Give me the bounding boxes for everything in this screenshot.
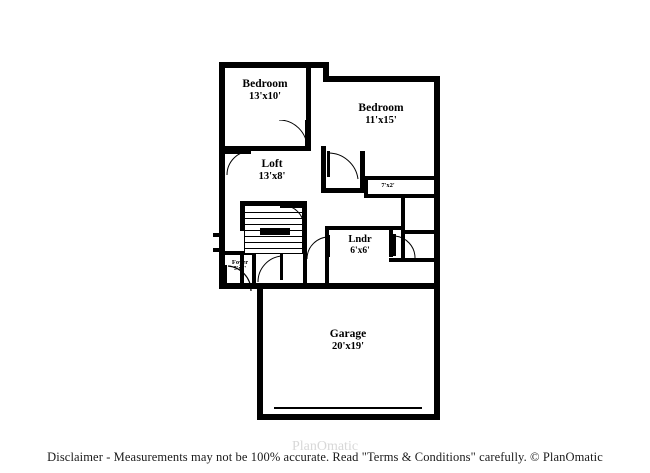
wall-garage-right (434, 289, 440, 420)
room-dimensions: 5'x7' (233, 266, 247, 273)
garage-door-inner (274, 406, 422, 407)
garage-door (274, 407, 422, 409)
room-dimensions: 6'x6' (350, 245, 370, 256)
door-right-closet (393, 234, 417, 260)
wall-nib-left-1 (213, 233, 225, 237)
room-dimensions: 20'x19' (331, 340, 365, 352)
wall-hall-right (321, 188, 365, 193)
door-stair-top (280, 205, 306, 229)
room-name: Lndr (348, 234, 372, 245)
room-dimensions: 13'x8' (258, 170, 286, 182)
room-label-bedroom-2 (328, 102, 434, 127)
room-name: Bedroom (242, 78, 288, 90)
door-bedroom-2 (326, 151, 360, 181)
door-bedroom-1 (277, 120, 309, 150)
room-label-foyer (226, 259, 254, 273)
door-foyer (256, 254, 284, 284)
stair-rail (260, 228, 290, 235)
wall-top-left (219, 62, 329, 68)
room-label-loft (228, 158, 316, 183)
watermark-planomatic: PlanOmatic (291, 439, 359, 454)
room-label-laundry (331, 234, 389, 256)
wall-nib-left-2 (213, 248, 225, 252)
room-dimensions: 13'x10' (248, 90, 282, 102)
wall-laundry-top (325, 226, 405, 230)
room-name: Foyer (231, 259, 249, 266)
room-name: Bedroom (358, 102, 404, 114)
disclaimer-text: Disclaimer - Measurements may not be 100% accurate. Read "Terms & Conditions" carefully. © PlanOmatic (47, 450, 603, 464)
room-label-garage (294, 328, 402, 353)
wall-garage-left (257, 289, 263, 420)
room-name: Loft (261, 158, 283, 170)
wall-closet-top (364, 176, 435, 180)
room-label-closet (368, 182, 408, 189)
room-dimensions: 11'x15' (365, 114, 397, 126)
wall-garage-bottom (257, 414, 440, 420)
door-laundry (307, 235, 331, 261)
room-name: Garage (329, 328, 367, 340)
room-dimensions: 7'x2' (381, 182, 395, 189)
room-label-bedroom-1 (222, 78, 308, 103)
wall-top-right (329, 76, 440, 82)
closet-bifold-line (368, 196, 430, 197)
wall-top-step (323, 62, 329, 82)
